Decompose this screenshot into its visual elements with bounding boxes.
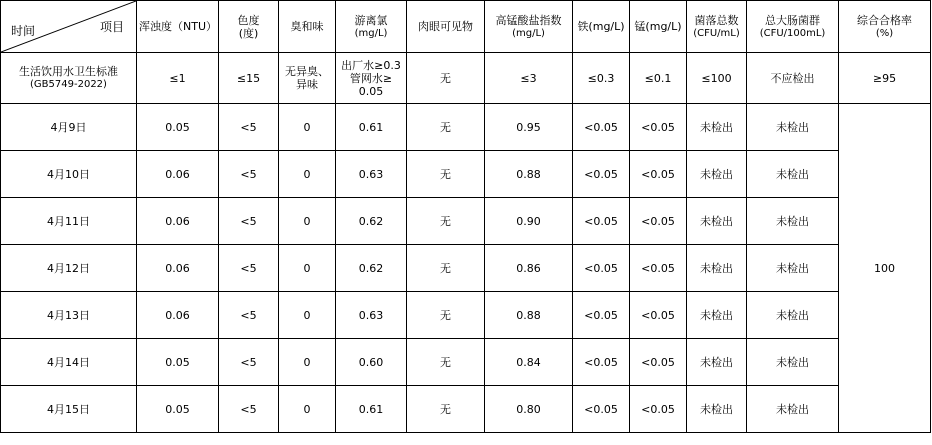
cell-visible: 无 xyxy=(407,198,485,245)
cell-chlorine: 0.61 xyxy=(336,104,407,151)
standard-coliform: 不应检出 xyxy=(747,53,839,104)
corner-header-cell xyxy=(1,1,137,53)
cell-colony: 未检出 xyxy=(687,245,747,292)
cell-iron: <0.05 xyxy=(573,198,630,245)
cell-turbidity: 0.06 xyxy=(137,151,219,198)
header-coliform: 总大肠菌群 (CFU/100mL) xyxy=(747,1,839,53)
corner-time-label: 时间 xyxy=(11,24,36,38)
cell-date: 4月12日 xyxy=(1,245,137,292)
cell-coliform: 未检出 xyxy=(747,245,839,292)
header-odor: 臭和味 xyxy=(279,1,336,53)
cell-color: <5 xyxy=(219,245,279,292)
standard-label: 生活饮用水卫生标准 (GB5749-2022) xyxy=(1,53,137,104)
cell-permanganate: 0.95 xyxy=(485,104,573,151)
standard-color: ≤15 xyxy=(219,53,279,104)
standard-manganese: ≤0.1 xyxy=(630,53,687,104)
cell-turbidity: 0.05 xyxy=(137,104,219,151)
cell-date: 4月11日 xyxy=(1,198,137,245)
cell-color: <5 xyxy=(219,104,279,151)
cell-date: 4月10日 xyxy=(1,151,137,198)
cell-odor: 0 xyxy=(279,245,336,292)
cell-visible: 无 xyxy=(407,104,485,151)
standard-permanganate: ≤3 xyxy=(485,53,573,104)
standard-visible: 无 xyxy=(407,53,485,104)
cell-turbidity: 0.06 xyxy=(137,198,219,245)
cell-turbidity: 0.06 xyxy=(137,245,219,292)
table-row xyxy=(1,198,931,245)
cell-chlorine: 0.61 xyxy=(336,386,407,433)
cell-turbidity: 0.05 xyxy=(137,339,219,386)
cell-color: <5 xyxy=(219,292,279,339)
cell-permanganate: 0.80 xyxy=(485,386,573,433)
cell-odor: 0 xyxy=(279,104,336,151)
cell-chlorine: 0.60 xyxy=(336,339,407,386)
cell-colony: 未检出 xyxy=(687,198,747,245)
corner-item-label: 项目 xyxy=(99,20,124,34)
cell-manganese: <0.05 xyxy=(630,386,687,433)
table-row xyxy=(1,104,931,151)
header-chlorine: 游离氯 (mg/L) xyxy=(336,1,407,53)
cell-colony: 未检出 xyxy=(687,292,747,339)
standard-turbidity: ≤1 xyxy=(137,53,219,104)
cell-iron: <0.05 xyxy=(573,151,630,198)
cell-manganese: <0.05 xyxy=(630,151,687,198)
cell-color: <5 xyxy=(219,198,279,245)
cell-coliform: 未检出 xyxy=(747,339,839,386)
cell-turbidity: 0.06 xyxy=(137,292,219,339)
table-row xyxy=(1,386,931,433)
header-pass-rate: 综合合格率 (%) xyxy=(839,1,931,53)
header-manganese: 锰(mg/L) xyxy=(630,1,687,53)
header-iron: 铁(mg/L) xyxy=(573,1,630,53)
cell-coliform: 未检出 xyxy=(747,151,839,198)
cell-colony: 未检出 xyxy=(687,386,747,433)
cell-permanganate: 0.90 xyxy=(485,198,573,245)
cell-chlorine: 0.63 xyxy=(336,151,407,198)
overall-pass-rate: 100 xyxy=(839,104,931,433)
cell-coliform: 未检出 xyxy=(747,104,839,151)
cell-date: 4月14日 xyxy=(1,339,137,386)
cell-odor: 0 xyxy=(279,339,336,386)
cell-chlorine: 0.62 xyxy=(336,245,407,292)
cell-colony: 未检出 xyxy=(687,339,747,386)
table-row xyxy=(1,339,931,386)
standard-pass-rate: ≥95 xyxy=(839,53,931,104)
cell-odor: 0 xyxy=(279,151,336,198)
cell-visible: 无 xyxy=(407,292,485,339)
table-row xyxy=(1,292,931,339)
cell-turbidity: 0.05 xyxy=(137,386,219,433)
standard-iron: ≤0.3 xyxy=(573,53,630,104)
cell-permanganate: 0.84 xyxy=(485,339,573,386)
cell-iron: <0.05 xyxy=(573,292,630,339)
cell-coliform: 未检出 xyxy=(747,198,839,245)
cell-manganese: <0.05 xyxy=(630,104,687,151)
cell-manganese: <0.05 xyxy=(630,339,687,386)
cell-colony: 未检出 xyxy=(687,104,747,151)
cell-odor: 0 xyxy=(279,198,336,245)
cell-odor: 0 xyxy=(279,386,336,433)
table-row xyxy=(1,245,931,292)
header-turbidity: 浑浊度（NTU） xyxy=(137,1,219,53)
cell-permanganate: 0.88 xyxy=(485,292,573,339)
cell-chlorine: 0.63 xyxy=(336,292,407,339)
cell-permanganate: 0.88 xyxy=(485,151,573,198)
cell-color: <5 xyxy=(219,386,279,433)
cell-coliform: 未检出 xyxy=(747,386,839,433)
header-colony: 菌落总数 (CFU/mL) xyxy=(687,1,747,53)
standard-odor: 无异臭、 异味 xyxy=(279,53,336,104)
cell-manganese: <0.05 xyxy=(630,198,687,245)
cell-visible: 无 xyxy=(407,339,485,386)
header-permanganate: 高锰酸盐指数 (mg/L) xyxy=(485,1,573,53)
cell-color: <5 xyxy=(219,151,279,198)
table-row xyxy=(1,151,931,198)
cell-iron: <0.05 xyxy=(573,245,630,292)
cell-coliform: 未检出 xyxy=(747,292,839,339)
cell-date: 4月9日 xyxy=(1,104,137,151)
cell-iron: <0.05 xyxy=(573,339,630,386)
header-color: 色度 (度) xyxy=(219,1,279,53)
cell-manganese: <0.05 xyxy=(630,245,687,292)
standard-colony: ≤100 xyxy=(687,53,747,104)
header-visible: 肉眼可见物 xyxy=(407,1,485,53)
cell-date: 4月13日 xyxy=(1,292,137,339)
cell-date: 4月15日 xyxy=(1,386,137,433)
cell-visible: 无 xyxy=(407,386,485,433)
standard-chlorine: 出厂水≥0.3 管网水≥ 0.05 xyxy=(336,53,407,104)
cell-chlorine: 0.62 xyxy=(336,198,407,245)
header-row xyxy=(1,1,931,53)
cell-iron: <0.05 xyxy=(573,104,630,151)
cell-permanganate: 0.86 xyxy=(485,245,573,292)
cell-iron: <0.05 xyxy=(573,386,630,433)
cell-visible: 无 xyxy=(407,245,485,292)
cell-odor: 0 xyxy=(279,292,336,339)
cell-manganese: <0.05 xyxy=(630,292,687,339)
standard-row xyxy=(1,53,931,104)
cell-color: <5 xyxy=(219,339,279,386)
cell-colony: 未检出 xyxy=(687,151,747,198)
cell-visible: 无 xyxy=(407,151,485,198)
